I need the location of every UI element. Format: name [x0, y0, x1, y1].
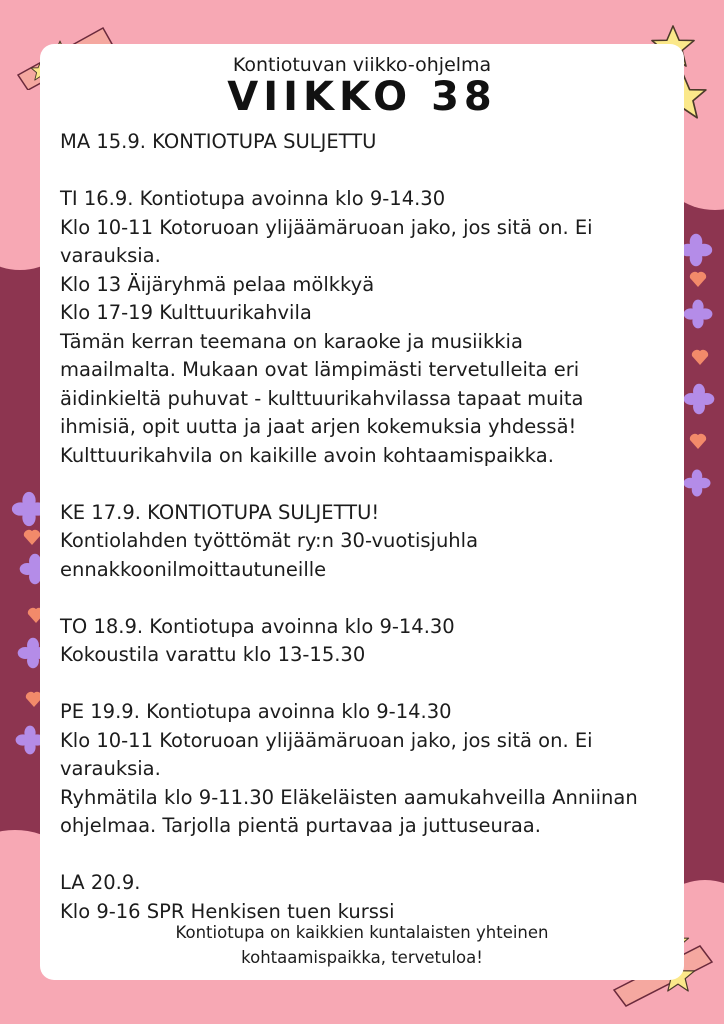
schedule-line: TI 16.9. Kontiotupa avoinna klo 9-14.30 — [60, 187, 446, 210]
schedule-line: LA 20.9. — [60, 871, 141, 894]
schedule-line: varauksia. — [60, 757, 161, 780]
heart-icon — [688, 432, 708, 450]
footer-line: kohtaamispaikka, tervetuloa! — [241, 948, 483, 967]
schedule-line: KE 17.9. KONTIOTUPA SULJETTU! — [60, 500, 380, 524]
schedule-card — [40, 44, 684, 980]
page-subtitle: Kontiotuvan viikko-ohjelma — [232, 54, 492, 76]
schedule-line: Klo 10-11 Kotoruoan ylijäämäruoan jako, jos sitä on. Ei — [60, 215, 593, 239]
heart-icon — [688, 270, 708, 288]
schedule-line: PE 19.9. Kontiotupa avoinna klo 9-14.30 — [60, 700, 452, 723]
schedule-line: varauksia. — [60, 244, 161, 267]
schedule-line: Kontiolahden työttömät ry:n 30-vuotisjuhla — [60, 529, 479, 552]
schedule-line: äidinkieltä puhuvat - kulttuurikahvilassa tapaat muita — [60, 386, 584, 410]
schedule-line: ennakkoonilmoittautuneille — [60, 557, 327, 581]
spacer — [60, 841, 664, 870]
spacer — [60, 157, 664, 186]
schedule-list — [60, 128, 664, 926]
heart-icon — [22, 528, 42, 546]
schedule-line: ihmisiä, opit uutta ja jaat arjen kokemuksia yhdessä! — [60, 415, 577, 438]
spacer — [60, 670, 664, 699]
schedule-line: Klo 10-11 Kotoruoan ylijäämäruoan jako, jos sitä on. Ei — [60, 728, 593, 752]
spacer — [60, 470, 664, 499]
schedule-line: maailmalta. Mukaan ovat lämpimästi tervetulleita eri — [60, 358, 580, 381]
flower-icon — [682, 468, 712, 498]
schedule-line: Kokoustila varattu klo 13-15.30 — [60, 643, 366, 666]
schedule-line: TO 18.9. Kontiotupa avoinna klo 9-14.30 — [60, 614, 455, 638]
schedule-line: Klo 13 Äijäryhmä pelaa mölkkyä — [60, 272, 375, 296]
schedule-line: Klo 17-19 Kulttuurikahvila — [60, 301, 312, 324]
flower-icon — [682, 298, 714, 330]
page-title: VIIKKO 38 — [227, 74, 497, 120]
schedule-line: ohjelmaa. Tarjolla pientä purtavaa ja juttuseuraa. — [60, 814, 541, 837]
schedule-line: MA 15.9. KONTIOTUPA SULJETTU — [60, 130, 377, 153]
schedule-line: Ryhmätila klo 9-11.30 Eläkeläisten aamukahveilla Anniinan — [60, 785, 638, 809]
schedule-line: Klo 9-16 SPR Henkisen tuen kurssi — [60, 899, 395, 923]
footer-note — [40, 920, 684, 970]
spacer — [60, 584, 664, 613]
flower-icon — [682, 382, 716, 416]
schedule-line: Tämän kerran teemana on karaoke ja musiikkia — [60, 329, 523, 353]
schedule-line: Kulttuurikahvila on kaikille avoin kohtaamispaikka. — [60, 443, 554, 467]
footer-line: Kontiotupa on kaikkien kuntalaisten yhteinen — [175, 923, 549, 942]
heart-icon — [690, 348, 710, 366]
